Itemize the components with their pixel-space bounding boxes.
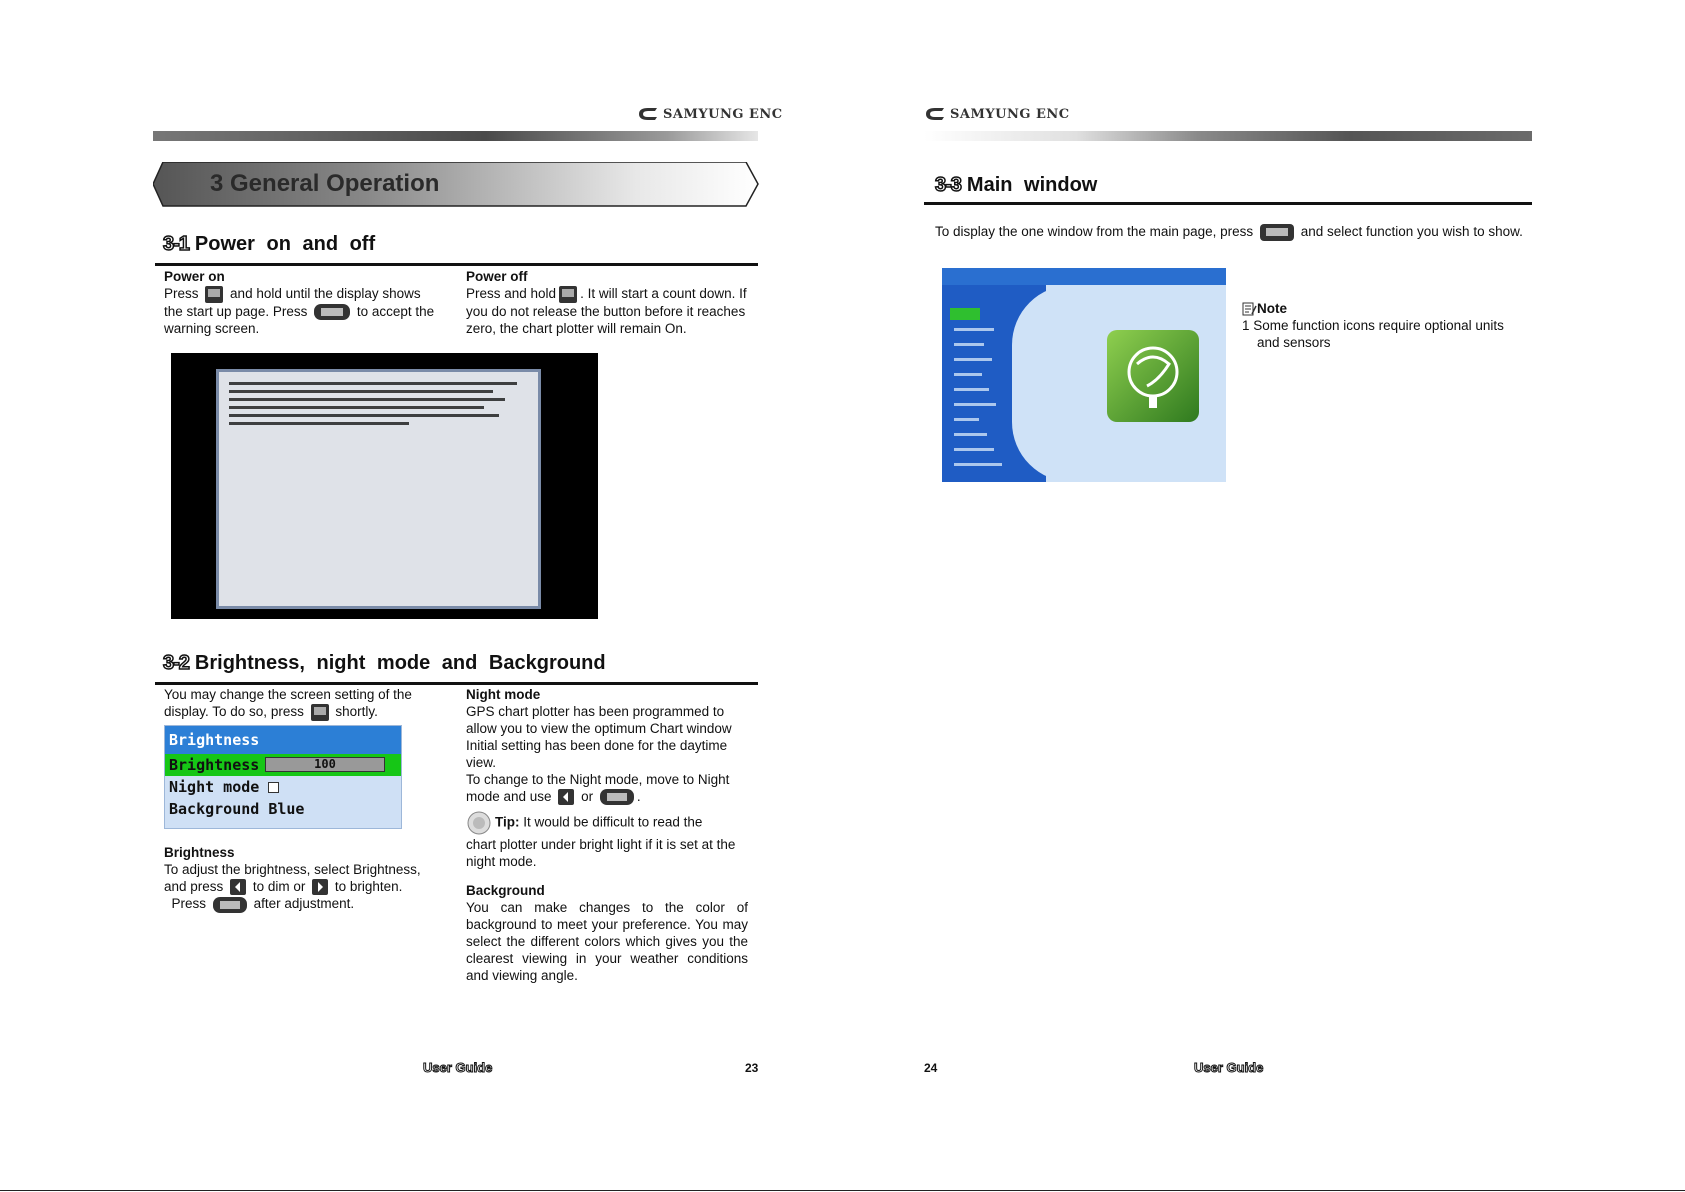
section-heading-brightness [163,652,606,675]
note-text: 1 Some function icons require optional units [1242,318,1504,333]
brightness-text: To adjust the brightness, select Brightness, and press [164,862,421,894]
tip-block [466,810,748,870]
right-page [842,0,1685,1192]
power-key-icon [205,286,223,303]
note-block [1242,300,1527,351]
header-bar [924,131,1532,141]
footer-title: User Guide [1194,1060,1264,1075]
note-text: and sensors [1257,335,1331,350]
footer-title: User Guide [423,1060,493,1075]
menu-row-label: Night mode [169,778,260,796]
night-mode-text: or [581,789,594,804]
power-on-text: Press [164,286,199,301]
note-label: Note [1257,301,1287,316]
left-arrow-key-icon [230,879,246,895]
section-number: 3-1 [163,233,189,255]
brand-logo [637,106,783,122]
section-number: 3-2 [163,652,189,674]
section-title: Brightness, night mode and Background [194,652,606,674]
section-rule [924,202,1532,205]
logo-text: SAMYUNG ENC [663,106,783,122]
brightness-intro [164,686,429,721]
power-on-text: to accept the warning screen. [164,303,435,337]
chapter-title: 3 General Operation [210,170,440,197]
night-mode-block [466,686,748,805]
menu-row-label: Brightness [169,756,260,774]
page-bottom-rule [0,1190,1685,1191]
section-title: Power on and off [194,233,376,255]
background-text: You can make changes to the color of background to meet your preference. You may select the different colors which gives you the clearest viewing in your weather conditions and viewing angle. [466,900,748,983]
brightness-menu-screenshot [164,725,402,829]
header-bar [153,131,758,141]
note-icon [1242,302,1257,317]
logo-text: SAMYUNG ENC [950,106,1070,122]
intro-text: To display the one window from the main page, press [935,224,1254,239]
section-heading-power [163,233,375,256]
logo-icon [637,106,659,122]
menu-title: Brightness [165,726,401,754]
background-block [466,882,748,984]
page-number: 23 [745,1061,759,1075]
enter-key-icon [213,897,247,913]
brightness-block [164,844,439,913]
night-mode-heading: Night mode [466,687,541,702]
power-key-icon [311,704,329,721]
night-mode-text: To change to the Night mode, move to Night mode and use [466,772,730,804]
brightness-text: to dim or [252,879,306,894]
selected-menu-item [950,308,980,320]
tip-icon [466,810,492,836]
brand-logo [924,106,1070,122]
night-mode-text: GPS chart plotter has been programmed to allow you to view the optimum Chart window Initial setting has been done for the daytime view. [466,704,732,770]
power-off-heading: Power off [466,269,528,284]
chapter-banner [153,162,759,207]
brightness-text: to brighten. [334,879,403,894]
menu-row-label: Background Blue [169,800,305,818]
menu-row-brightness [165,754,401,776]
intro-text: and select function you wish to show. [1300,224,1523,239]
brightness-slider: 100 [265,757,385,772]
tip-label: Tip: [495,814,520,830]
enter-key-icon [600,789,634,805]
brightness-heading: Brightness [164,845,235,860]
background-heading: Background [466,883,545,898]
power-on-heading: Power on [164,269,225,284]
section-rule [155,263,758,266]
left-arrow-key-icon [558,789,574,805]
page-number: 24 [924,1061,938,1075]
power-off-text: Press and hold [466,286,557,301]
night-mode-checkbox [268,782,279,793]
menu-row-night-mode [165,776,401,798]
power-off-block [466,268,751,337]
main-window-intro [935,223,1525,241]
power-on-block [164,268,439,337]
globe-function-icon [1107,330,1199,422]
main-window-screenshot [942,268,1226,482]
night-mode-text: . [636,789,641,804]
section-number: 3-3 [935,174,961,196]
power-on-text: and hold until the display shows the start up page. Press [164,286,421,319]
menu-row-background [165,798,401,820]
section-title: Main window [966,174,1098,196]
enter-key-icon [314,304,350,320]
section-rule [155,682,758,685]
intro-text: You may change the screen setting of the display. To do so, press [164,687,412,719]
warning-screen-photo [171,353,598,619]
power-off-text: . It will start a count down. If you do not release the button before it reaches zero, the chart plotter will remain On. [466,286,747,336]
intro-text: shortly. [335,704,378,719]
left-page [0,0,842,1192]
menu-key-icon [1260,224,1294,241]
tip-text: It would be difficult to read the [523,814,703,830]
right-arrow-key-icon [312,879,328,895]
power-key-icon [559,286,577,303]
brightness-text: after adjustment. [253,896,355,912]
tip-text: chart plotter under bright light if it is set at the night mode. [466,837,736,869]
logo-icon [924,106,946,122]
section-heading-main-window [935,174,1097,197]
brightness-text: Press [171,896,207,912]
